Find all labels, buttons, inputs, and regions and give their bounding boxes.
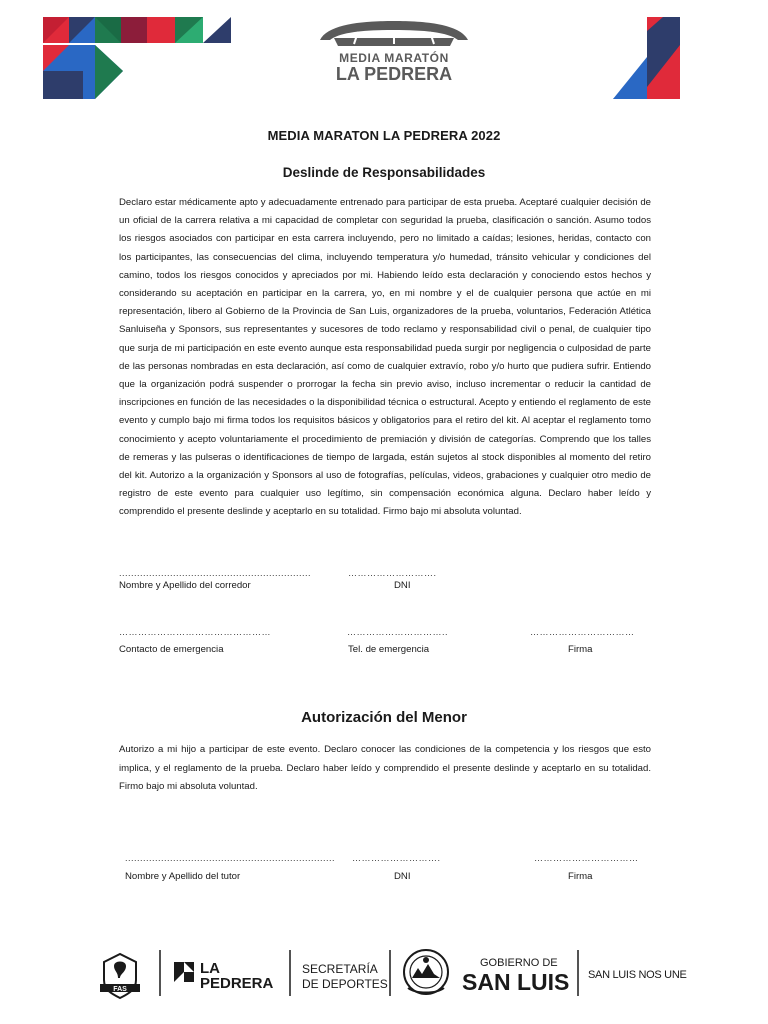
secretaria-line1: SECRETARÍA xyxy=(302,962,378,976)
la-pedrera-footer-logo-icon xyxy=(174,962,194,982)
runner-signature-label: Firma xyxy=(568,644,593,655)
runner-name-line[interactable]: ................................................................ xyxy=(119,568,312,578)
document-title: MEDIA MARATON LA PEDRERA 2022 xyxy=(267,128,501,143)
emergency-phone-line[interactable]: ………………………….. xyxy=(347,627,449,637)
la-pedrera-footer-line1: LA xyxy=(200,960,220,977)
san-luis-seal-icon xyxy=(404,950,448,994)
tutor-name-line[interactable]: ...................................................................... xyxy=(125,853,336,863)
runner-dni-label: DNI xyxy=(394,580,411,591)
footer-logos xyxy=(96,944,686,1002)
document-subtitle: Deslinde de Responsabilidades xyxy=(282,165,486,180)
tutor-signature-line[interactable]: …………………………… xyxy=(534,853,639,863)
la-pedrera-footer-line2: PEDRERA xyxy=(200,975,274,992)
header-geometric-decoration-right xyxy=(613,17,680,99)
runner-signature-line[interactable]: …………………………… xyxy=(530,627,635,637)
emergency-contact-label: Contacto de emergencia xyxy=(119,644,224,655)
event-logo xyxy=(318,18,470,84)
tutor-name-label: Nombre y Apellido del tutor xyxy=(125,871,241,882)
gobierno-line2: SAN LUIS xyxy=(462,969,570,995)
logo-line-1: MEDIA MARATÓN xyxy=(339,51,449,65)
logo-line-2: LA PEDRERA xyxy=(335,64,453,84)
minor-authorization-body: Autorizo a mi hijo a participar de este evento. Declaro conocer las condiciones de la competencia y los riesgos que esto implica, y el reglamento de la prueba. Declaro haber leído y comprendido el presente deslinde y aceptarlo en su totalidad. Firmo bajo mi absoluta voluntad. xyxy=(119,744,651,792)
minor-authorization-title: Autorización del Menor xyxy=(301,709,467,726)
emergency-contact-line[interactable]: ………………………………………… xyxy=(119,627,271,637)
emergency-phone-label: Tel. de emergencia xyxy=(348,644,430,655)
header-geometric-decoration-left xyxy=(43,17,233,99)
tutor-signature-label: Firma xyxy=(568,871,593,882)
slogan-text: SAN LUIS NOS UNE xyxy=(588,969,687,981)
waiver-body-text: Declaro estar médicamente apto y adecuadamente entrenado para participar de esta prueba. Aceptaré cualquier decisión de un oficial de la carrera relativa a mi capacidad de completar con seguridad la prueba, clasificación o sanción. Asumo todos los riesgos asociados con participar en esta carrera incluyendo, pero no limitado a caídas; lesiones, heridas, contacto con los participantes, las consecuencias del clima, incluyendo temperatura y/o humedad, tránsito vehicular y condiciones del camino, todos los riesgos conocidos y apreciados por mi. Habiendo leído esta declaración y conociendo estos hechos y considerando su aceptación en participar en la carrera, yo, en mi nombre y el de cualquier persona que actúe en mi representación, libero al Gobierno de la Provincia de San Luis, organizadores de la prueba, voluntarios, Federación Atlética Sanluiseña y Sponsors, sus representantes y sucesores de todo reclamo y responsabilidad civil o penal, de cualquier tipo que surja de mi participación en este evento aunque esta responsabilidad pueda surgir por negligencia o culposidad de parte de las personas nombradas en esta declaración, así como de cualquier extravío, robo y/o hurto que pudiera sufrir. Entiendo que la organización podrá suspender o prorrogar la fecha sin previo aviso, incluso incrementar o reducir la cantidad de inscripciones en función de las necesidades o la disponibilidad técnica o estructural. Acepto y entiendo el reglamento de este evento y cumplo bajo mi firma todos los requisitos básicos y obligatorios para el retiro del kit. Al aceptar el reglamento tomo conocimiento y acepto voluntariamente el procedimiento de premiación y división de categorías. Comprendo que los talles de remeras y las pulseras o identificaciones de tiempo de largada, están sujetos al stock disponibles al momento del retiro del kit. Autorizo a la organización y Sponsors al uso de fotografías, películas, videos, grabaciones y cualquier otro medio de registro de este evento para cualquier uso legítimo, sin compensación económica alguna. Declaro haber leído y comprendido el presente deslinde y aceptarlo en su totalidad. Firmo bajo mi absoluta voluntad. xyxy=(119,197,651,518)
gobierno-line1: GOBIERNO DE xyxy=(480,957,558,969)
fas-text: FAS xyxy=(113,986,127,993)
secretaria-line2: DE DEPORTES xyxy=(302,977,388,991)
tutor-dni-line[interactable]: ………………………. xyxy=(352,853,441,863)
runner-name-label: Nombre y Apellido del corredor xyxy=(119,580,251,591)
tutor-dni-label: DNI xyxy=(394,871,411,882)
runner-dni-line[interactable]: ………………………. xyxy=(348,568,437,578)
fas-emblem-icon xyxy=(100,954,140,998)
